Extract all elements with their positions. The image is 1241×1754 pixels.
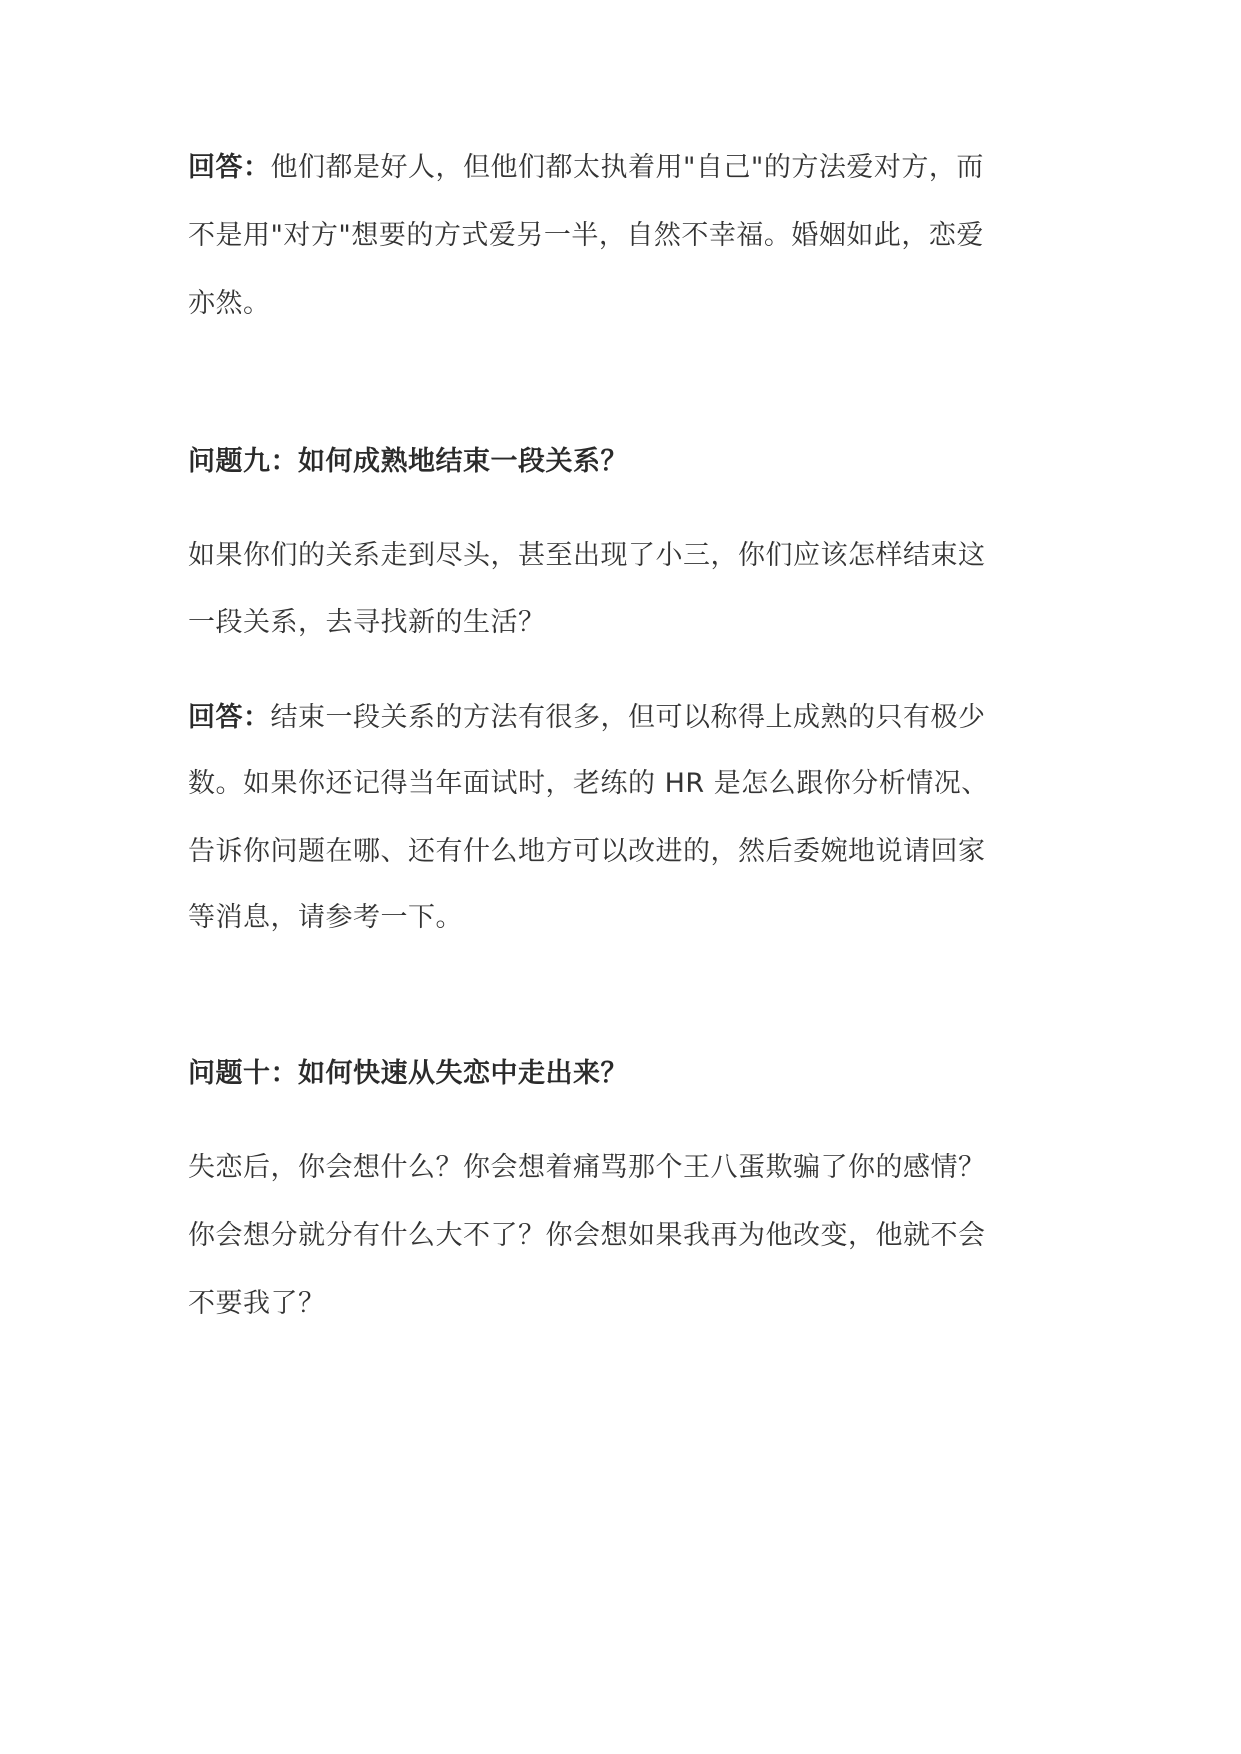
answer8-line-3: 亦然。 [188,288,271,319]
answer8-text-1: 他们都是好人，但他们都太执着用"自己"的方法爱对方，而 [270,152,984,183]
question10-body-line-2: 你会想分就分有什么大不了？你会想如果我再为他改变，他就不会 [188,1220,986,1251]
answer8-label: 回答： [188,152,271,183]
question9-body-line-2: 一段关系，去寻找新的生活？ [188,607,546,638]
question10-heading: 问题十：如何快速从失恋中走出来？ [188,1058,628,1089]
answer9-line-3: 告诉你问题在哪、还有什么地方可以改进的，然后委婉地说请回家 [188,836,986,867]
question10-body-line-1: 失恋后，你会想什么？你会想着痛骂那个王八蛋欺骗了你的感情？ [188,1152,986,1183]
answer9-text-1: 结束一段关系的方法有很多，但可以称得上成熟的只有极少 [270,702,986,733]
answer9-label: 回答： [188,702,271,733]
answer8-line-2: 不是用"对方"想要的方式爱另一半，自然不幸福。婚姻如此，恋爱 [188,220,984,251]
question10-body-line-3: 不要我了？ [188,1288,326,1319]
answer8-line-1 [188,150,1068,186]
question9-heading: 问题九：如何成熟地结束一段关系？ [188,446,628,477]
answer9-line-4: 等消息，请参考一下。 [188,902,463,933]
answer9-line-1 [188,700,1068,736]
answer9-line-2: 数。如果你还记得当年面试时，老练的 HR 是怎么跟你分析情况、 [188,768,989,799]
question9-body-line-1: 如果你们的关系走到尽头，甚至出现了小三，你们应该怎样结束这 [188,540,986,571]
